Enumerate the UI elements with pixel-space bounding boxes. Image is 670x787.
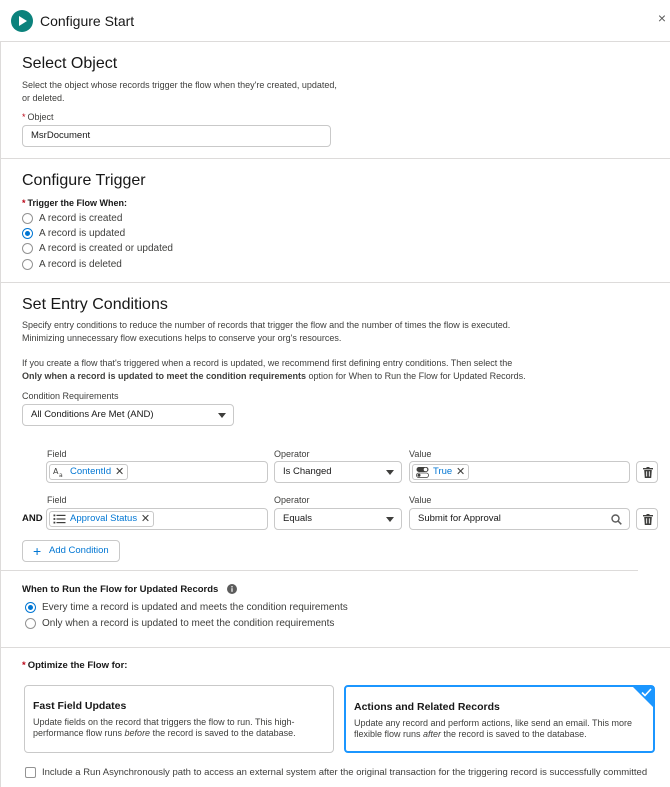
panel-header (0, 0, 670, 42)
and-label: AND (22, 513, 43, 524)
close-icon[interactable]: × (657, 10, 666, 26)
value-label: Value (409, 449, 432, 459)
select-object-heading: Select Object (22, 55, 118, 72)
checkmark-icon (641, 688, 652, 697)
entry-conditions-heading: Set Entry Conditions (22, 296, 168, 313)
chevron-down-icon (218, 413, 226, 418)
radio-button-checked[interactable] (25, 602, 36, 613)
delete-condition-2-button[interactable] (636, 508, 658, 530)
entry-conditions-help-2: Minimizing unnecessary flow executions helps to conserve your org's resources. (22, 333, 342, 343)
operator-label: Operator (274, 449, 310, 459)
delete-condition-1-button[interactable] (636, 461, 658, 483)
actions-related-records-card[interactable] (344, 685, 655, 753)
trash-icon (643, 467, 653, 478)
text-field-icon (53, 466, 66, 478)
remove-icon[interactable]: ✕ (140, 513, 151, 525)
fast-field-updates-card[interactable] (24, 685, 334, 753)
remove-icon[interactable]: ✕ (455, 466, 466, 478)
trigger-when-label: * Trigger the Flow When: (22, 198, 128, 208)
add-condition-button[interactable]: + Add Condition (22, 540, 120, 562)
configure-trigger-heading: Configure Trigger (22, 172, 146, 189)
chevron-down-icon (386, 470, 394, 475)
select-object-help: Select the object whose records trigger the flow when they're created, updated, or deleted. (22, 80, 337, 103)
section-divider (0, 570, 638, 571)
async-path-label: Include a Run Asynchronously path to access an external system after the original transaction for the triggering record is successfully committed (42, 767, 648, 778)
entry-conditions-note-2: Only when a record is updated to meet the condition requirements option for When to Run the Flow for Updated Records. (22, 371, 526, 381)
card-title: Actions and Related Records (354, 701, 500, 713)
section-divider (0, 282, 670, 283)
optimize-label: * Optimize the Flow for: (22, 660, 128, 671)
object-field-label: * Object (22, 112, 54, 122)
section-divider (0, 647, 670, 648)
trash-icon (643, 514, 653, 525)
condition-requirements-select[interactable]: All Conditions Are Met (AND) (22, 404, 234, 426)
value-label: Value (409, 495, 432, 505)
field-label: Field (47, 449, 67, 459)
radio-button[interactable] (25, 618, 36, 629)
info-icon[interactable] (227, 584, 237, 594)
operator-label: Operator (274, 495, 310, 505)
section-divider (0, 158, 670, 159)
picklist-icon (53, 513, 66, 525)
field-pill: A a ContentId ✕ (49, 464, 128, 480)
svg-text:A: A (53, 467, 59, 476)
svg-text:a: a (59, 472, 63, 478)
condition-2-field-input[interactable] (46, 508, 268, 530)
when-to-run-label: When to Run the Flow for Updated Records (22, 584, 237, 595)
condition-1-value-input[interactable] (409, 461, 630, 483)
toggle-icon (416, 466, 429, 478)
field-pill: Approval Status ✕ (49, 511, 154, 527)
condition-1-field-input[interactable] (46, 461, 268, 483)
card-description: Update any record and perform actions, like send an email. This more flexible flow runs after the record is saved to the database. (354, 718, 632, 739)
radio-button-checked[interactable] (22, 228, 33, 239)
condition-2-value-input[interactable]: Submit for Approval (409, 508, 630, 530)
panel-left-border (0, 0, 1, 787)
value-pill: True ✕ (412, 464, 469, 480)
search-icon[interactable] (611, 514, 622, 525)
condition-2-operator-select[interactable]: Equals (274, 508, 402, 530)
chevron-down-icon (386, 517, 394, 522)
card-description: Update fields on the record that triggers the flow to run. This high-performance flow runs before the record is saved to the database. (33, 717, 296, 738)
plus-icon: + (33, 543, 42, 559)
radio-button[interactable] (22, 259, 33, 270)
object-input[interactable]: MsrDocument (22, 125, 331, 147)
condition-1-operator-select[interactable]: Is Changed (274, 461, 402, 483)
remove-icon[interactable]: ✕ (114, 466, 125, 478)
entry-conditions-help-1: Specify entry conditions to reduce the number of records that trigger the flow and the number of times the flow is executed. (22, 320, 511, 330)
entry-conditions-note-1: If you create a flow that's triggered when a record is updated, we recommend first defining entry conditions. Then select the (22, 358, 513, 368)
radio-button[interactable] (22, 243, 33, 254)
condition-requirements-label: Condition Requirements (22, 391, 119, 401)
field-label: Field (47, 495, 67, 505)
card-title: Fast Field Updates (33, 700, 127, 712)
flow-start-icon (11, 10, 33, 32)
async-path-checkbox[interactable] (25, 767, 36, 778)
radio-button[interactable] (22, 213, 33, 224)
panel-title: Configure Start (40, 13, 135, 29)
